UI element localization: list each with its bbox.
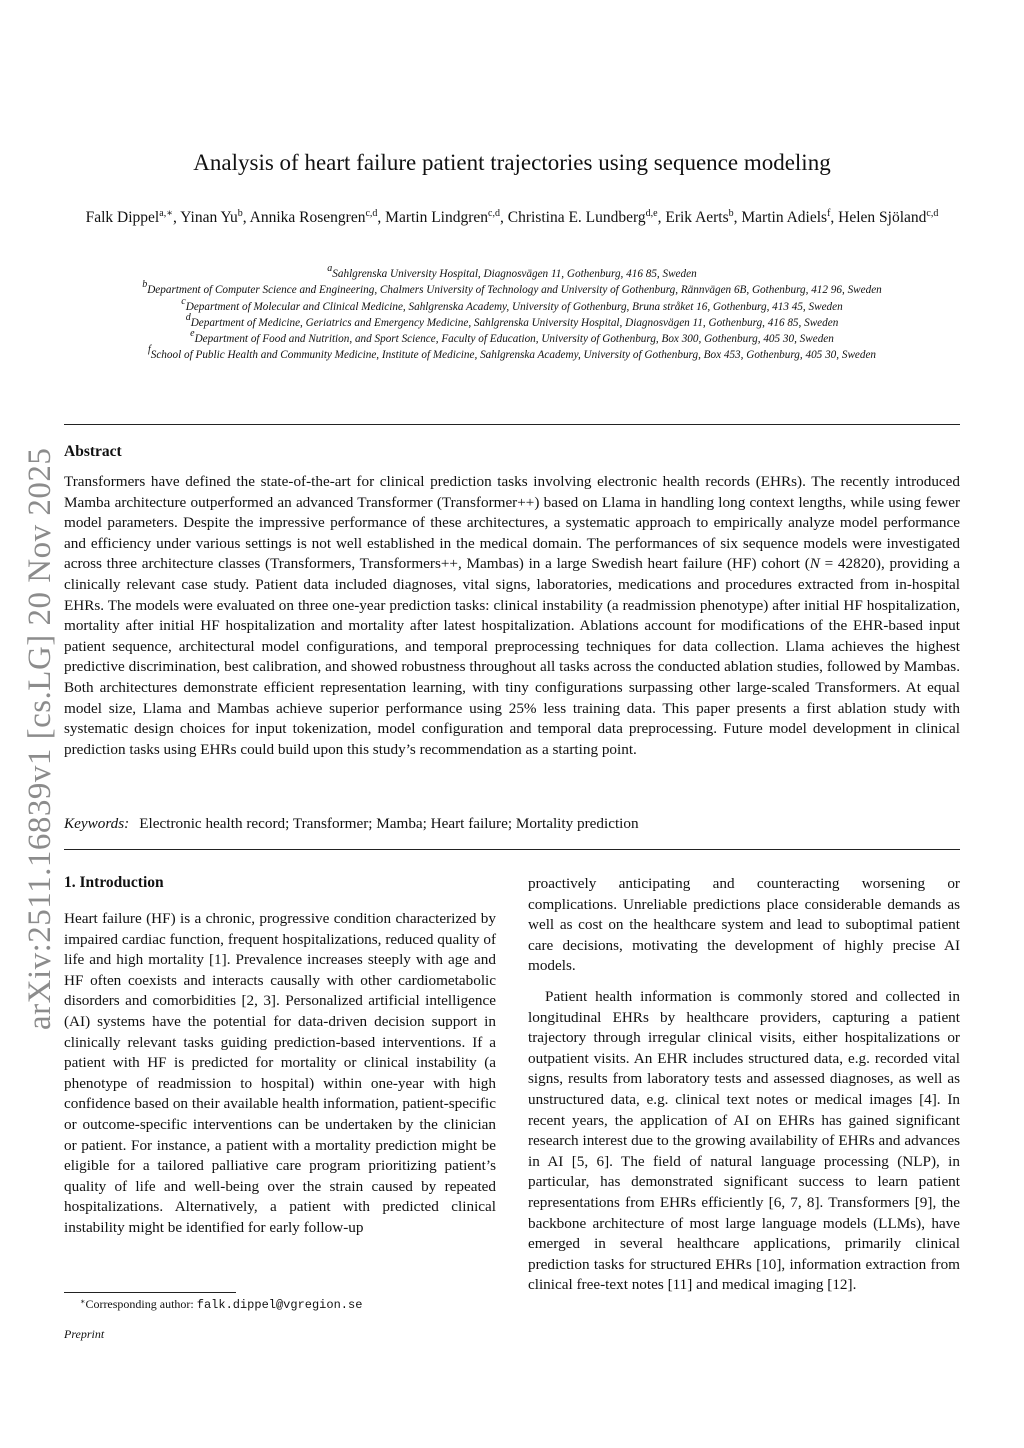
keywords-text: Electronic health record; Transformer; Mamba; Heart failure; Mortality prediction [139,815,639,832]
keywords [64,815,639,833]
abstract-text: Transformers have defined the state-of-the-art for clinical prediction tasks involving electronic health records (EHRs). The recently introduced Mamba architecture outperformed an advanced Transformer (Transformer++) based on Llama in handling long context lengths, while using fewer model parameters. Despite the impressive performance of these architectures, a systematic approach to empirically analyze model performance and efficiency under various settings is not well established in the medical domain. The performances of six sequence models were investigated across three architecture classes (Transformers, Transformers++, Mambas) in a large Swedish heart failure (HF) cohort (N = 42820), providing a clinically relevant case study. Patient data included diagnoses, vital signs, laboratories, medications and procedures extracted from in-hospital EHRs. The models were evaluated on three one-year prediction tasks: clinical instability (a readmission phenotype) after initial HF hospitalization, mortality after initial HF hospitalization and mortality after latest hospitalization. Ablations account for modifications of the EHR-based input patient sequence, architectural model configurations, and temporal preprocessing techniques for data collection. Llama achieves the highest predictive discrimination, best calibration, and showed robustness throughout all tasks across the conducted ablation studies, followed by Mambas. Both architectures demonstrate efficient representation learning, with tiny configurations surpassing other large-scaled Transformers. At equal model size, Llama and Mambas achieve superior performance using 25% less training data. This paper presents a first ablation study with systematic design choices for input tokenization, model configuration and temporal data preprocessing. Future model development in clinical prediction tasks using EHRs could build upon this study’s recommendation as a starting point. [64,473,960,758]
preprint-label: Preprint [64,1327,105,1341]
author-email-link[interactable]: falk.dippel@vgregion.se [196,1298,363,1312]
abstract-top-rule [64,424,960,425]
paragraph: Patient health information is commonly stored and collected in longitudinal EHRs by healthcare providers, capturing a patient trajectory through irregular clinical visits, either hospitalizations or outpatient visits. An EHR includes structured data, e.g. recorded vital signs, results from laboratory tests and assessed diagnoses, as well as unstructured data, e.g. clinical text notes or medical images [4]. In recent years, the application of AI on EHRs has gained significant research interest due to the growing availability of EHRs and advances in AI [5, 6]. The field of natural language processing (NLP), in particular, has demonstrated significant success to learn patient representations from EHRs efficiently [6, 7, 8]. Transformers [9], the backbone architecture of most large language models (LLMs), have emerged in several healthcare applications, primarily clinical prediction tasks for structured EHRs [10], information extraction from clinical free-text notes [11] and medical imaging [12]. [528,987,960,1294]
affiliation-list [40,263,984,364]
paragraph: Heart failure (HF) is a chronic, progressive condition characterized by impaired cardiac function, frequent hospitalizations, reduced quality of life and high mortality [1]. Prevalence increases steeply with age and HF often coexists and interacts causally with other cardiometabolic disorders and comorbidities [2, 3]. Personalized artificial intelligence (AI) systems have the potential for data-driven decision support in clinically relevant tasks guiding prediction-based interventions. If a patient with HF is predicted for mortality or clinical instability (a phenotype of readmission to hospital) within one-year with high confidence based on their available health information, patient-specific or outcome-specific interventions can be undertaken by the clinician or patient. For instance, a patient with a mortality prediction might be eligible for a tailored palliative care program prioritizing patient’s quality of life and well-being over the strain caused by repeated hospitalizations. Alternatively, a patient with predicted clinical instability might be identified for early follow-up [64,910,496,1236]
affiliation: $^c$Department of Molecular and Clinical Medicine, Sahlgrenska Academy, University of Gothenburg, Bruna stråket 16, Gothenburg, 413 45, Sweden [181,295,843,313]
left-column [64,909,496,1239]
author: Christina E. Lundberg$^{d,e}$, [507,208,666,226]
author: Annika Rosengren$^{c,d}$, [249,208,386,226]
author: Martin Adiels$^f$, [741,208,839,226]
affiliation: $^d$Department of Medicine, Geriatrics and Emergency Medicine, Sahlgrenska University Hospital, Diagnosvägen 11, Gothenburg, 416 85, Sweden [185,311,839,329]
arxiv-stamp: arXiv:2511.16839v1 [cs.LG] 20 Nov 2025 [22,447,58,1030]
affiliation: $^f$School of Public Health and Community Medicine, Institute of Medicine, Sahlgrenska Academy, University of Gothenburg, Box 453, Gothenburg, 405 30, Sweden [147,344,877,362]
author: Yinan Yu$^b$, [180,208,250,226]
footnote: ∗Corresponding author: falk.dippel@vgregion.se [80,1297,363,1312]
author-list [64,207,960,228]
affiliation: $^a$Sahlgrenska University Hospital, Diagnosvägen 11, Gothenburg, 416 85, Sweden [327,263,697,280]
abstract-heading: Abstract [64,443,122,460]
paper-title: Analysis of heart failure patient trajectories using sequence modeling [193,150,831,175]
abstract-bottom-rule [64,849,960,850]
right-column [528,874,960,1296]
affiliation: $^b$Department of Computer Science and Engineering, Chalmers University of Technology and University of Gothenburg, Rännvägen 6B, Gothenburg, 412 96, Sweden [142,279,882,297]
keywords-label: Keywords: [64,815,130,832]
section-heading-introduction: 1. Introduction [64,874,164,891]
author: Erik Aerts$^b$, [665,208,742,226]
paragraph: proactively anticipating and counteracting worsening or complications. Unreliable predictions place considerable demands as well as cost on the healthcare system and lead to suboptimal patient care decisions, motivating the development of highly precise AI models. [528,875,960,975]
author: Martin Lindgren$^{c,d}$, [385,208,508,226]
author: Helen Sjöland$^{c,d}$ [838,208,939,226]
affiliation: $^e$Department of Food and Nutrition, and Sport Science, Faculty of Education, University of Gothenburg, Box 300, Gothenburg, 405 30, Sweden [190,328,834,346]
author: Falk Dippel$^{a,∗}$, [85,208,181,226]
footnote-rule [64,1292,236,1293]
